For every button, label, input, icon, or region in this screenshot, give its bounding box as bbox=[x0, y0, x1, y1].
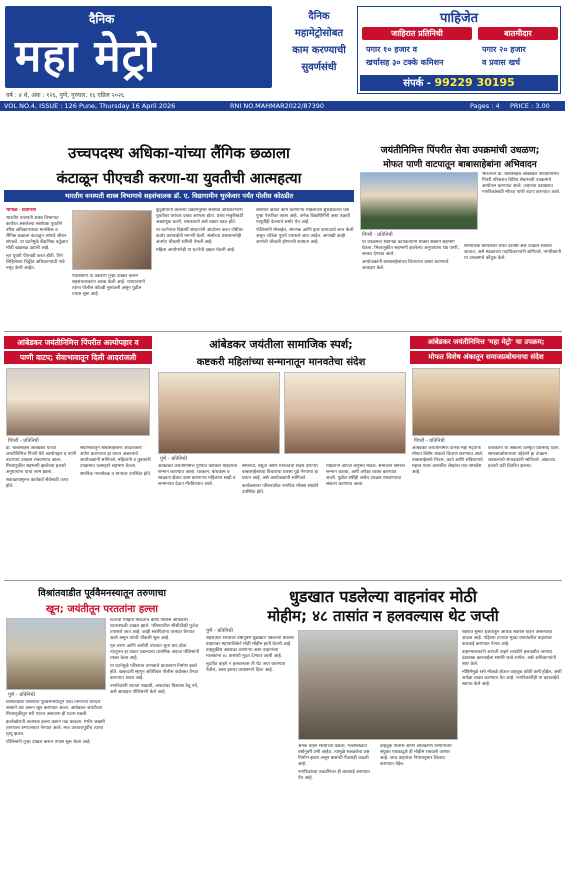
story4-headline-1: आंबेडकर जयंतीला सामाजिक स्पर्श; bbox=[209, 338, 353, 351]
story1-column-1: भोपाळ - प्रतिनिधी भारतीय वनस्पती शास्त्र विभागात कार्यरत असलेल्या संशोधक युवतीने वरिष्ठ अधिकाऱ्यांच्या मानसिक व लैंगिक छळाला कंटाळून आपले जीवन संपवले. या घटनेमुळे शैक्षणिक वर्तुळात मोठी खळबळ उडाली आहे. मृत युवती पीएचडी करत होती. तिने लिहिलेल्या चिठ्ठीत अधिकाऱ्यांची नावे नमूद केली आहेत. bbox=[6, 208, 68, 271]
tagline-line: दैनिक bbox=[308, 11, 330, 22]
story2-column-2: या उपक्रमात स्थानिक कार्यकर्त्यांनी मोठ्या संख्येने सहभाग घेतला. मिरवणुकीत सहभागी झालेल्या अनुयायांना थंड पाणी, सरबत देण्यात आले. आयोजकांनी बाबासाहेबांच्या विचारांचा प्रसार करण्याचे आवाहन केले. bbox=[362, 240, 460, 271]
logo bbox=[5, 6, 272, 88]
story6-caption: पुणे - प्रतिनिधी bbox=[8, 692, 35, 698]
story2-headline-1: जयंतीनिमित्त पिंपरीत सेवा उपक्रमांची उधळण; bbox=[380, 145, 540, 156]
info-bar-pages: Pages : 4 bbox=[470, 102, 500, 110]
story4-photo-1 bbox=[158, 372, 280, 454]
story3-column-2: सेवाभावातून बाबासाहेबांना आदरांजली अर्पण करण्याचा हा प्रयत्न असल्याचे आयोजकांनी सांगितले. महिलांनी व युवकांनी उपक्रमात उत्साहाने सहभाग घेतला. स्थानिक नगरसेवक व मान्यवर उपस्थित होते. bbox=[80, 446, 152, 477]
story3-headline-1: आंबेडकर जयंतीनिमित्त पिंपरीत अल्पोपहार व bbox=[4, 336, 152, 349]
story6-photo bbox=[6, 618, 106, 690]
story5-column-1: आंबेडकर जयंतीनिमित्त दैनिक महा मेट्रोतर्फे मोफत विशेष अंकाचे वितरण करण्यात आले. बाबासाहेबांचे विचार, कार्य आणि संविधानाचे महत्त्व यावर आधारित लेखांचा यात समावेश आहे. bbox=[412, 446, 484, 475]
story7-column-2: अनेक वाहने रस्त्याच्या कडेला, गल्लीबोळात वर्षानुवर्षे उभी आहेत. त्यामुळे स्वच्छतेचा प्रश्न निर्माण झाला असून डासांची पैदासही वाढली आहे. नागरिकांच्या तक्रारींनंतर ही कारवाई करण्यात येत आहे. bbox=[298, 744, 370, 781]
story5-caption: पिंपरी - प्रतिनिधी bbox=[414, 438, 445, 444]
story1-column-3: कुटुंबीयांनी केलेल्या तक्रारीनुसार संबंधित अधिकाऱ्यांनी युवतीवर वारंवार दबाव आणला होता. प्रबंध मंजुरीसाठी अडवणूक करणे, धमकावणे असे प्रकार घडत होते. या घटनेनंतर विद्यार्थी संघटनांनी आंदोलन करत दोषींवर कठोर कारवाईची मागणी केली. संस्थेच्या प्रशासनानेही अंतर्गत चौकशी समिती नेमली आहे. महिला आयोगानेही या घटनेची दखल घेतली आहे. bbox=[156, 208, 244, 253]
recruitment-ad bbox=[357, 6, 561, 94]
info-bar-left: VOL NO.4, ISSUE : 126 Pune, Thursday 16 April 2026 bbox=[4, 102, 176, 110]
tagline bbox=[279, 8, 359, 76]
story4-column-1: आंबेडकर जयंतीनिमित्त पुण्यात कष्टकरी महिलांचा सन्मान करण्यात आला. घरकाम, बांधकाम व स्वच्छता क्षेत्रात काम करणाऱ्या महिलांना साडी व सन्मानपत्र देऊन गौरविण्यात आले. bbox=[158, 464, 237, 487]
story3-photo bbox=[6, 368, 150, 436]
story2-column-1: भारतरत्न डॉ. बाबासाहेब आंबेडकर जयंतीनिमित्त पिंपरी परिसरात विविध सेवाभावी उपक्रमांचे आयोजन करण्यात आले. उन्हाच्या तडाख्यात नागरिकांसाठी मोफत पाणी वाटप करण्यात आले. bbox=[482, 172, 561, 195]
story4-photo-2 bbox=[284, 372, 406, 454]
tagline-line: महामेट्रोसोबत bbox=[294, 28, 344, 39]
date-strip bbox=[0, 90, 565, 100]
logo-small-text: दैनिक bbox=[89, 12, 115, 26]
story7-headline-2: मोहीम; ४८ तासांत न हलवल्यास थेट जप्ती bbox=[267, 607, 499, 625]
story6-column-1: विश्रांतवाडी परिसरात पूर्ववैमनस्यातून एका तरुणाचा धारदार शस्त्राने वार करून खून करण्यात आला. आंबेडकर जयंतीच्या मिरवणुकीतून घरी परतत असताना ही घटना घडली. हल्लेखोरांनी अचानक हल्ला करून पळ काढला. गंभीर जखमी तरुणाला रुग्णालयात नेण्यात आले, मात्र उपचारापूर्वीच त्याचा मृत्यू झाला. पोलिसांनी गुन्हा दाखल करून तपास सुरू केला आहे. bbox=[6, 700, 105, 745]
divider bbox=[4, 331, 562, 332]
story5-headline-2: मोफत विशेष अंकातून समाजप्रबोधनाचा संदेश bbox=[410, 351, 562, 364]
ad-line2-left: खर्चासह ३० टक्के कमिशन bbox=[366, 58, 444, 67]
story2-photo bbox=[360, 172, 478, 230]
story3-headline-2: पाणी वाटप; सेवाभावातून दिली आदरांजली bbox=[4, 351, 152, 364]
story2-headline-2: मोफत पाणी वाटपातून बाबासाहेबांना अभिवादन bbox=[383, 160, 537, 170]
story1-headline-1: उच्चपदस्थ अधिका-यांच्या लैंगिक छळाला bbox=[68, 144, 290, 162]
story2-column-3: सामाजिक बांधिलकी जपत दरवर्षी असे उपक्रम राबवले जातात, असे मंडळाच्या पदाधिकाऱ्यांनी सांगितले. नागरिकांनी या उपक्रमाचे कौतुक केले. bbox=[464, 244, 562, 261]
story1-headline-2: कंटाळून पीएचडी करणा-या युवतीची आत्महत्या bbox=[56, 171, 302, 187]
story7-headline-1: धुडखात पडलेल्या वाहनांवर मोठी bbox=[289, 587, 477, 606]
story7-column-1: शहरातील रस्त्यांवर वर्षानुवर्षे धूळखात पडलेल्या बेवारस वाहनांवर महापालिकेने मोठी मोहीम हाती घेतली आहे. वाहतुकीस अडथळा ठरणाऱ्या अशा वाहनांच्या मालकांना ४८ तासांची मुदत देण्यात आली आहे. मुदतीत वाहने न हलवल्यास ती थेट जप्त करण्यात येतील, असा इशारा प्रशासनाने दिला आहे. bbox=[206, 636, 294, 673]
logo-main-text: महा मेट्रो bbox=[15, 31, 157, 82]
ad-contact bbox=[360, 75, 558, 91]
info-bar-price: PRICE : 3.00 bbox=[510, 102, 550, 110]
story6-headline-2: खून; जयंतीतून परततांना हल्ला bbox=[45, 604, 159, 615]
ad-pill-left: जाहिरात प्रतिनिधी bbox=[362, 27, 472, 40]
story1-column-2: पोलिसांनी या प्रकरणी गुन्हा दाखल करून सहसंचालकांना अटक केली आहे. न्यायालयाने त्यांना पोलीस कोठडी सुनावली असून पुढील तपास सुरू आहे. bbox=[72, 274, 146, 297]
tagline-line: सुवर्णसंधी bbox=[301, 62, 337, 73]
story7-column-3: वाहतूक पोलीस आणि अतिक्रमण विभागाच्या संयुक्त पथकाद्वारे ही मोहीम राबवली जाणार आहे. जप्त वाहनांचा नियमानुसार लिलाव करण्यात येईल. bbox=[380, 744, 452, 767]
divider bbox=[4, 580, 562, 581]
story4-column-3: महिलांनी आपले अनुभव मांडले. समाजाने श्रमाचा सन्मान करावा, अशी अपेक्षा व्यक्त करण्यात आली. पुढील वर्षीही असेच उपक्रम राबवण्याचा संकल्प करण्यात आला. bbox=[326, 464, 405, 487]
story1-photo bbox=[72, 210, 152, 270]
story1-byline: प्रतिनिधी bbox=[21, 208, 36, 213]
ad-line-right: पगार २० हजार bbox=[482, 45, 526, 54]
story3-caption: पिंपरी - प्रतिनिधी bbox=[8, 438, 39, 444]
masthead bbox=[0, 0, 565, 100]
info-bar bbox=[0, 101, 565, 111]
story1-column-4: संशोधन क्षेत्रात काम करणाऱ्या महिलांच्या सुरक्षिततेचा प्रश्न पुन्हा ऐरणीवर आला आहे. अनेक विद्यार्थिनींनी अशा तक्रारी यापूर्वीही केल्याचे समोर येत आहे. पोलिसांनी मोबाईल, संगणक आणि इतर कागदपत्रे जप्त केली असून तांत्रिक पुरावे तपासले जात आहेत. आणखी काही जणांची चौकशी होण्याची शक्यता आहे. bbox=[256, 208, 354, 245]
story4-column-2: समानता, बंधुता आणि मानवतेचा संदेश देणाऱ्या बाबासाहेबांच्या विचारांचा वारसा पुढे नेण्याचा हा प्रयत्न आहे, असे आयोजकांनी सांगितले. कार्यक्रमाला परिसरातील नागरिक मोठ्या संख्येने उपस्थित होते. bbox=[242, 464, 319, 495]
story7-photo bbox=[298, 630, 458, 740]
tagline-line: काम करण्याची bbox=[292, 45, 346, 56]
story3-column-1: डॉ. बाबासाहेब आंबेडकर यांच्या जयंतीनिमित्त पिंपरी येथे अल्पोपहार व पाणी वाटपाचा उपक्रम राबवण्यात आला. मिरवणुकीत सहभागी झालेल्या हजारो अनुयायांना याचा लाभ झाला. सकाळपासूनच कार्यकर्ते सेवेसाठी तत्पर होते. bbox=[6, 446, 76, 489]
story6-column-2: घटनेची माहिती मिळताच वरिष्ठ पोलीस अधिकारी घटनास्थळी दाखल झाले. परिसरातील सीसीटीव्ही फुटेज तपासले जात आहे. काही संशयितांना ताब्यात घेण्यात आले असून त्यांची चौकशी सुरू आहे. मृत तरुण आणि आरोपी यांच्यात जुना वाद होता. त्यातूनच हा प्रकार घडल्याचा प्राथमिक अंदाज पोलिसांनी व्यक्त केला आहे. या घटनेमुळे परिसरात तणावाचे वातावरण निर्माण झाले होते. खबरदारी म्हणून अतिरिक्त पोलीस बंदोबस्त तैनात करण्यात आला आहे. नागरिकांनी शांतता राखावी, अफवांवर विश्वास ठेवू नये, असे आवाहन पोलिसांनी केले आहे. bbox=[110, 618, 200, 695]
ad-pill-right: बातमीदार bbox=[478, 27, 558, 40]
story7-column-4: शहरात सुमारे हजाराहून अधिक बेवारस वाहने असल्याचा अंदाज आहे. पहिल्या टप्प्यात मुख्य रस्त्यांवरील वाहनांवर कारवाई करण्यात येणार आहे. वाहनमालकांनी आपली वाहने तातडीने हलवावीत अन्यथा दंडात्मक कारवाईला सामोरे जावे लागेल, असे अधिकाऱ्यांनी स्पष्ट केले. मोहिमेमुळे रस्ते मोकळे होऊन वाहतूक कोंडी कमी होईल, अशी अपेक्षा व्यक्त करण्यात येत आहे. नागरिकांनीही या कारवाईचे स्वागत केले आहे. bbox=[462, 630, 562, 687]
ad-line-left: पगार १० हजार व bbox=[366, 45, 418, 54]
story4-caption: पुणे - प्रतिनिधी bbox=[160, 456, 187, 462]
story1-place: भोपाळ bbox=[6, 208, 18, 213]
ad-contact-label: संपर्क - bbox=[403, 78, 431, 89]
story2-caption: पिंपरी - प्रतिनिधी bbox=[362, 232, 393, 238]
ad-title: पाहिजेत bbox=[439, 11, 479, 26]
date-strip-text: वर्ष : ४ थे, अंक : १२६, पुणे, गुरुवार, १६ एप्रिल २०२६ bbox=[6, 92, 125, 99]
story1-banner: भारतीय वनस्पती शास्त्र विभागाचे सहसंचालक डॉ. ए. विद्यागामीन भुरकेवार पर्यंत पोलीस कोठडीत bbox=[4, 190, 354, 202]
story4-headline-2: कष्टकरी महिलांच्या सन्मानातून मानवतेचा संदेश bbox=[196, 357, 366, 368]
info-bar-center: RNI NO.MAHMAR2022/87390 bbox=[230, 102, 325, 110]
ad-line2-right: व प्रवास खर्च bbox=[482, 58, 521, 67]
story6-headline-1: विश्रांतवाडीत पूर्ववैमनस्यातून तरुणाचा bbox=[38, 588, 166, 599]
story5-photo bbox=[412, 368, 560, 436]
ad-contact-number: 99229 30195 bbox=[434, 76, 515, 89]
story7-caption: पुणे - प्रतिनिधी bbox=[206, 628, 233, 634]
story5-headline-1: आंबेडकर जयंतीनिमित्त 'महा मेट्रो' चा उपक्रम; bbox=[410, 336, 562, 349]
story5-column-2: वाचकांनी या अंकाला उत्स्फूर्त प्रतिसाद दिला. समाजप्रबोधनाच्या उद्देशाने हा उपक्रम राबवल्याचे संपादकांनी सांगितले. अंकाच्या हजारो प्रती वितरित झाल्या. bbox=[488, 446, 560, 469]
